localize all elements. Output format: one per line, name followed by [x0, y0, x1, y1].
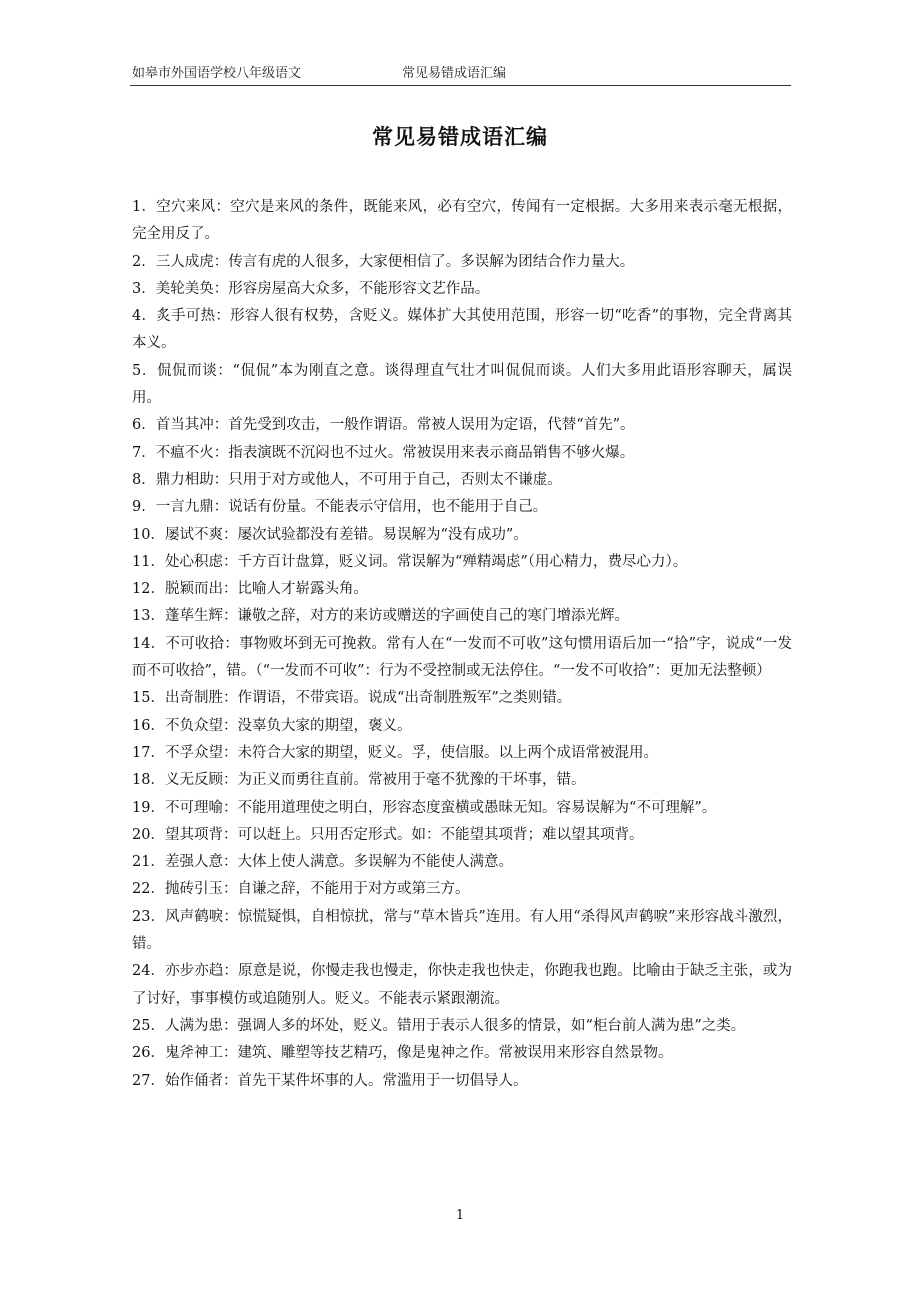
list-item: 18．义无反顾：为正义而勇往直前。常被用于毫不犹豫的干坏事，错。	[132, 772, 586, 789]
list-item: 14．不可收拾：事物败坏到无可挽救。常有人在“一发而不可收”这句惯用语后加一“拾”字，说成“一发而不可收拾”，错。（“一发而不可收”：行为不受控制或无法停住。“一发不可收拾”：更加无法整顿）	[132, 635, 792, 680]
list-item: 26．鬼斧神工：建筑、雕塑等技艺精巧，像是鬼神之作。常被误用来形容自然景物。	[132, 1045, 673, 1062]
header-doc-title: 常见易错成语汇编	[402, 66, 507, 81]
list-item: 9．一言九鼎：说话有份量。不能表示守信用，也不能用于自己。	[132, 499, 548, 516]
list-item: 15．出奇制胜：作谓语，不带宾语。说成“出奇制胜叛军”之类则错。	[132, 690, 572, 707]
list-item: 6．首当其冲：首先受到攻击，一般作谓语。常被人误用为定语，代替“首先”。	[132, 417, 635, 434]
list-item: 5．侃侃而谈：“侃侃”本为刚直之意。谈得理直气壮才叫侃侃而谈。人们大多用此语形容聊天，属误用。	[132, 362, 792, 407]
list-item: 19．不可理喻：不能用道理使之明白，形容态度蛮横或愚昧无知。容易误解为“不可理解”。	[132, 799, 717, 816]
header-school-name: 如皋市外国语学校八年级语文	[132, 66, 302, 81]
header-divider	[130, 85, 791, 86]
list-item: 10．屡试不爽：屡次试验都没有差错。易误解为“没有成功”。	[132, 526, 528, 543]
list-item: 8．鼎力相助：只用于对方或他人，不可用于自己，否则太不谦虚。	[132, 471, 562, 488]
list-item: 16．不负众望：没辜负大家的期望，褒义。	[132, 717, 412, 734]
list-item: 1．空穴来风：空穴是来风的条件，既能来风，必有空穴，传闻有一定根据。大多用来表示毫无根据，完全用反了。	[132, 199, 792, 243]
list-item: 20．望其项背：可以赶上。只用否定形式。如：不能望其项背；难以望其项背。	[132, 826, 644, 843]
page-number: 1	[455, 1208, 465, 1223]
list-item: 2．三人成虎：传言有虎的人很多，大家便相信了。多误解为团结合作力量大。	[132, 253, 635, 270]
list-item: 4．炙手可热：形容人很有权势，含贬义。媒体扩大其使用范围，形容一切“吃香”的事物，完全背离其本义。	[132, 308, 792, 352]
list-item: 25．人满为患：强调人多的坏处，贬义。错用于表示人很多的情景，如“柜台前人满为患”之类。	[132, 1017, 746, 1034]
list-item: 12．脱颖而出：比喻人才崭露头角。	[132, 581, 368, 598]
list-item: 23．风声鹤唳：惊慌疑惧，自相惊扰，常与“草木皆兵”连用。有人用“杀得风声鹤唳”来形容战斗激烈，错。	[132, 908, 792, 953]
list-item: 13．蓬荜生辉：谦敬之辞，对方的来访或赠送的字画使自己的寒门增添光辉。	[132, 608, 629, 625]
page-header	[132, 64, 792, 86]
list-item: 22．抛砖引玉：自谦之辞，不能用于对方或第三方。	[132, 881, 470, 898]
list-item: 7．不瘟不火：指表演既不沉闷也不过火。常被误用来表示商品销售不够火爆。	[132, 444, 635, 461]
page-title: 常见易错成语汇编	[372, 124, 548, 149]
list-item: 3．美轮美奂：形容房屋高大众多，不能形容文艺作品。	[132, 280, 490, 297]
list-item: 24．亦步亦趋：原意是说，你慢走我也慢走，你快走我也快走，你跑我也跑。比喻由于缺乏主张，或为了讨好，事事模仿或追随别人。贬义。不能表示紧跟潮流。	[132, 963, 792, 1007]
list-item: 21．差强人意：大体上使人满意。多误解为不能使人满意。	[132, 854, 513, 871]
list-item: 17．不孚众望：未符合大家的期望，贬义。孚，使信服。以上两个成语常被混用。	[132, 744, 658, 761]
idiom-list	[132, 194, 792, 1095]
list-item: 11．处心积虑：千方百计盘算，贬义词。常误解为“殚精竭虑”（用心精力，费尽心力）。	[132, 553, 688, 570]
list-item: 27．始作俑者：首先干某件坏事的人。常滥用于一切倡导人。	[132, 1072, 528, 1089]
